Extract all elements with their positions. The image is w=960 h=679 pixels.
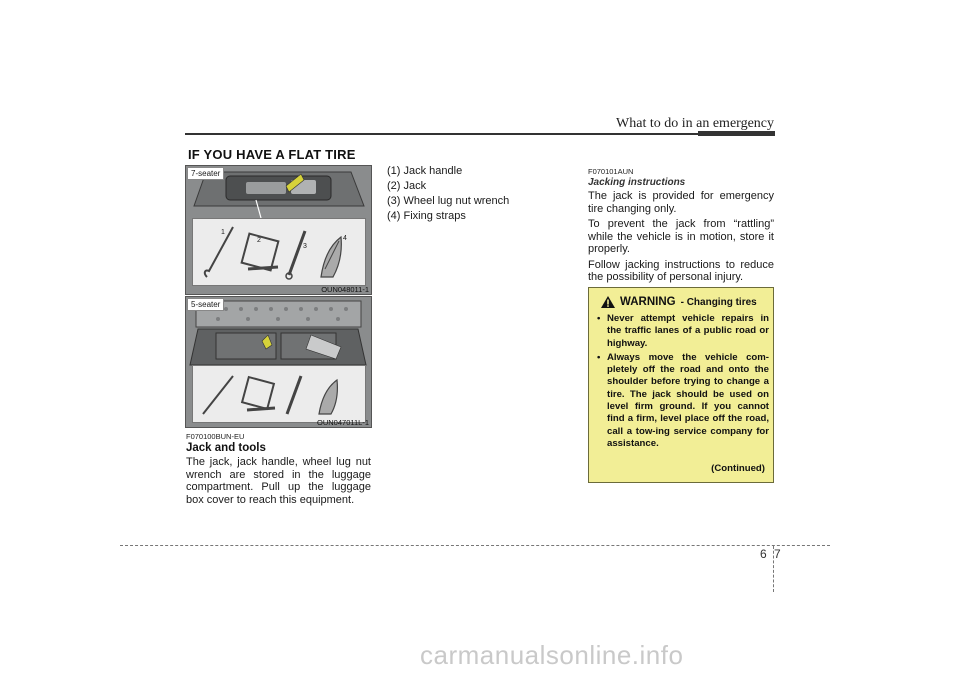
warning-box xyxy=(588,287,774,483)
bullet: • xyxy=(597,351,601,363)
tools-illustration xyxy=(193,219,365,285)
list-item: (4) Fixing straps xyxy=(387,210,466,222)
bullet: • xyxy=(597,313,601,324)
list-item: (3) Wheel lug nut wrench xyxy=(387,195,510,207)
tools-panel-7-seater xyxy=(192,218,366,286)
section-code: F070100BUN-EU xyxy=(186,432,245,441)
section-code: F070101AUN xyxy=(588,167,634,176)
callout-4: 4 xyxy=(343,235,347,242)
subheading-jack-and-tools: Jack and tools xyxy=(186,442,266,454)
body-paragraph: The jack is provided for emergency tire changing only. xyxy=(588,190,774,215)
warning-item xyxy=(597,313,769,350)
warning-item xyxy=(597,352,769,450)
section-title: IF YOU HAVE A FLAT TIRE xyxy=(188,147,356,162)
tools-panel-5-seater xyxy=(192,365,366,423)
header-rule xyxy=(185,133,775,135)
warning-text: Always move the vehicle com-pletely off the road and onto the shoulder before trying to change a tire. The jack should be used on level firm ground. If you cannot find a firm, level place off the road, call a tow-ing service company for assistance. xyxy=(607,351,769,449)
figure-label: 5-seater xyxy=(187,298,224,311)
body-paragraph: Follow jacking instructions to reduce the possibility of personal injury. xyxy=(588,258,774,283)
warning-text: Never attempt vehicle repairs in the traffic lanes of a public road or highway. xyxy=(607,313,769,349)
warning-subtitle: - Changing tires xyxy=(680,296,757,308)
list-item: (2) Jack xyxy=(387,180,427,192)
callout-1: 1 xyxy=(221,229,225,236)
warning-list xyxy=(597,313,769,452)
tools-list xyxy=(387,164,572,224)
tools-illustration xyxy=(193,366,365,422)
continued-label: (Continued) xyxy=(711,463,765,474)
callout-2: 2 xyxy=(257,237,261,244)
chapter-title: What to do in an emergency xyxy=(616,116,774,131)
page-number: 6 7 xyxy=(760,547,783,561)
list-item: (1) Jack handle xyxy=(387,165,463,177)
body-paragraph: To prevent the jack from “rattling” while the vehicle is in motion, store it properly. xyxy=(588,218,774,255)
figure-label: 7-seater xyxy=(187,167,224,180)
figure-code: OUN047011L-1 xyxy=(317,418,369,427)
warning-triangle-icon xyxy=(601,296,615,308)
subheading-jacking-instructions: Jacking instructions xyxy=(588,177,686,188)
jacking-paragraphs xyxy=(588,190,774,284)
header-bar xyxy=(698,131,775,136)
watermark: carmanualsonline.info xyxy=(420,640,684,670)
warning-title: WARNING xyxy=(620,296,676,308)
body-paragraph: The jack, jack handle, wheel lug nut wrench are stored in the luggage compartment. Pull up the luggage box cover to reach this equipment. xyxy=(186,456,371,506)
figure-code: OUN048011-1 xyxy=(321,285,369,294)
callout-3: 3 xyxy=(303,243,307,250)
figure-5-seater xyxy=(185,296,372,428)
footer-dashed-rule xyxy=(120,545,830,546)
warning-header xyxy=(597,296,769,308)
figure-7-seater xyxy=(185,165,372,295)
